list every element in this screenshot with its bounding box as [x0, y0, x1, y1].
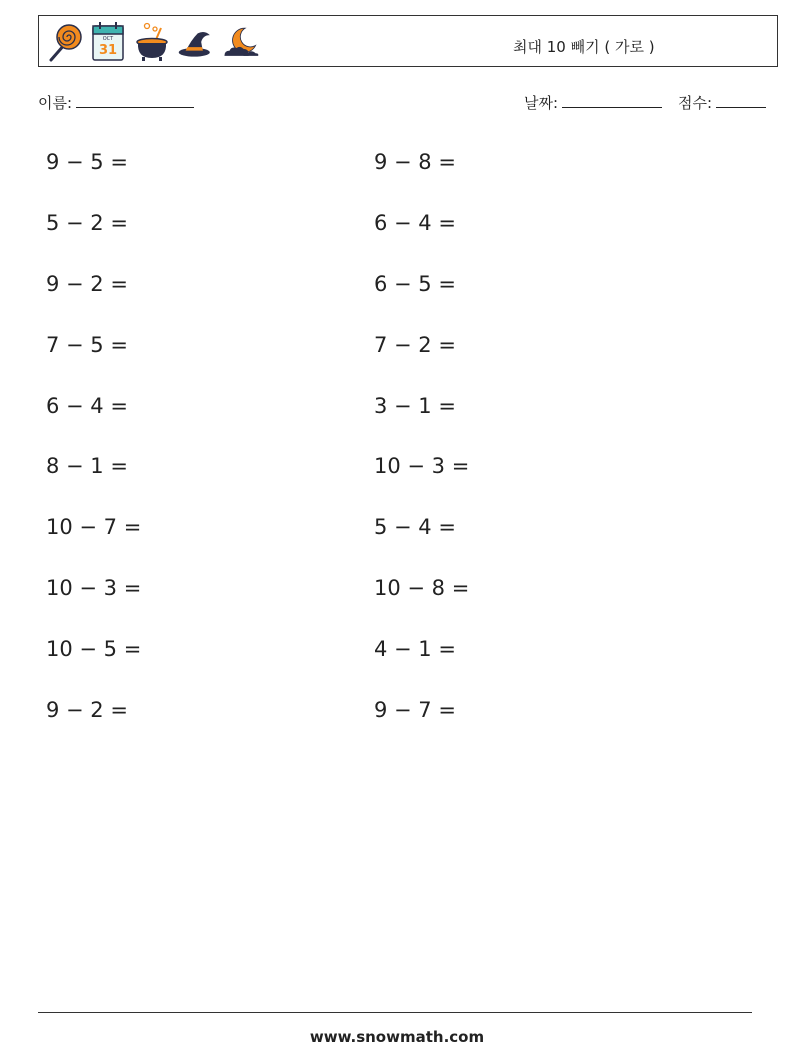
score-blank[interactable] [716, 95, 766, 108]
problem-right-7: 5 − 4 = [374, 515, 456, 539]
date-label: 날짜: [524, 94, 559, 112]
problem-right-3: 6 − 5 = [374, 272, 456, 296]
problem-right-2: 6 − 4 = [374, 211, 456, 235]
problem-left-5: 6 − 4 = [46, 394, 128, 418]
name-field[interactable] [38, 92, 194, 113]
calendar-month: OCT [102, 36, 114, 42]
icon-strip [45, 20, 259, 64]
problem-right-8: 10 − 8 = [374, 576, 470, 600]
problem-right-9: 4 − 1 = [374, 637, 456, 661]
name-label: 이름: [38, 94, 73, 112]
problem-right-4: 7 − 2 = [374, 333, 456, 357]
problem-right-5: 3 − 1 = [374, 394, 456, 418]
problem-left-9: 10 − 5 = [46, 637, 142, 661]
moon-icon [221, 20, 259, 64]
footer-divider [38, 1012, 752, 1013]
problem-left-10: 9 − 2 = [46, 698, 128, 722]
problem-right-1: 9 − 8 = [374, 150, 456, 174]
witch-hat-icon [177, 20, 215, 64]
score-label: 점수: [678, 94, 713, 112]
header-box [38, 15, 778, 67]
calendar-day: 31 [98, 43, 118, 58]
problem-left-2: 5 − 2 = [46, 211, 128, 235]
problem-right-6: 10 − 3 = [374, 454, 470, 478]
name-blank[interactable] [76, 95, 194, 108]
lollipop-icon [45, 20, 83, 64]
problem-right-10: 9 − 7 = [374, 698, 456, 722]
score-field[interactable] [678, 92, 766, 113]
date-field[interactable] [524, 92, 662, 113]
problem-left-4: 7 − 5 = [46, 333, 128, 357]
problem-left-7: 10 − 7 = [46, 515, 142, 539]
problem-left-1: 9 − 5 = [46, 150, 128, 174]
problem-left-3: 9 − 2 = [46, 272, 128, 296]
footer-url[interactable]: www.snowmath.com [309, 1028, 485, 1046]
cauldron-icon [133, 20, 171, 64]
date-blank[interactable] [562, 95, 662, 108]
problem-left-6: 8 − 1 = [46, 454, 128, 478]
worksheet-title: 최대 10 빼기 ( 가로 ) [513, 38, 655, 56]
problem-left-8: 10 − 3 = [46, 576, 142, 600]
calendar-icon [89, 20, 127, 64]
